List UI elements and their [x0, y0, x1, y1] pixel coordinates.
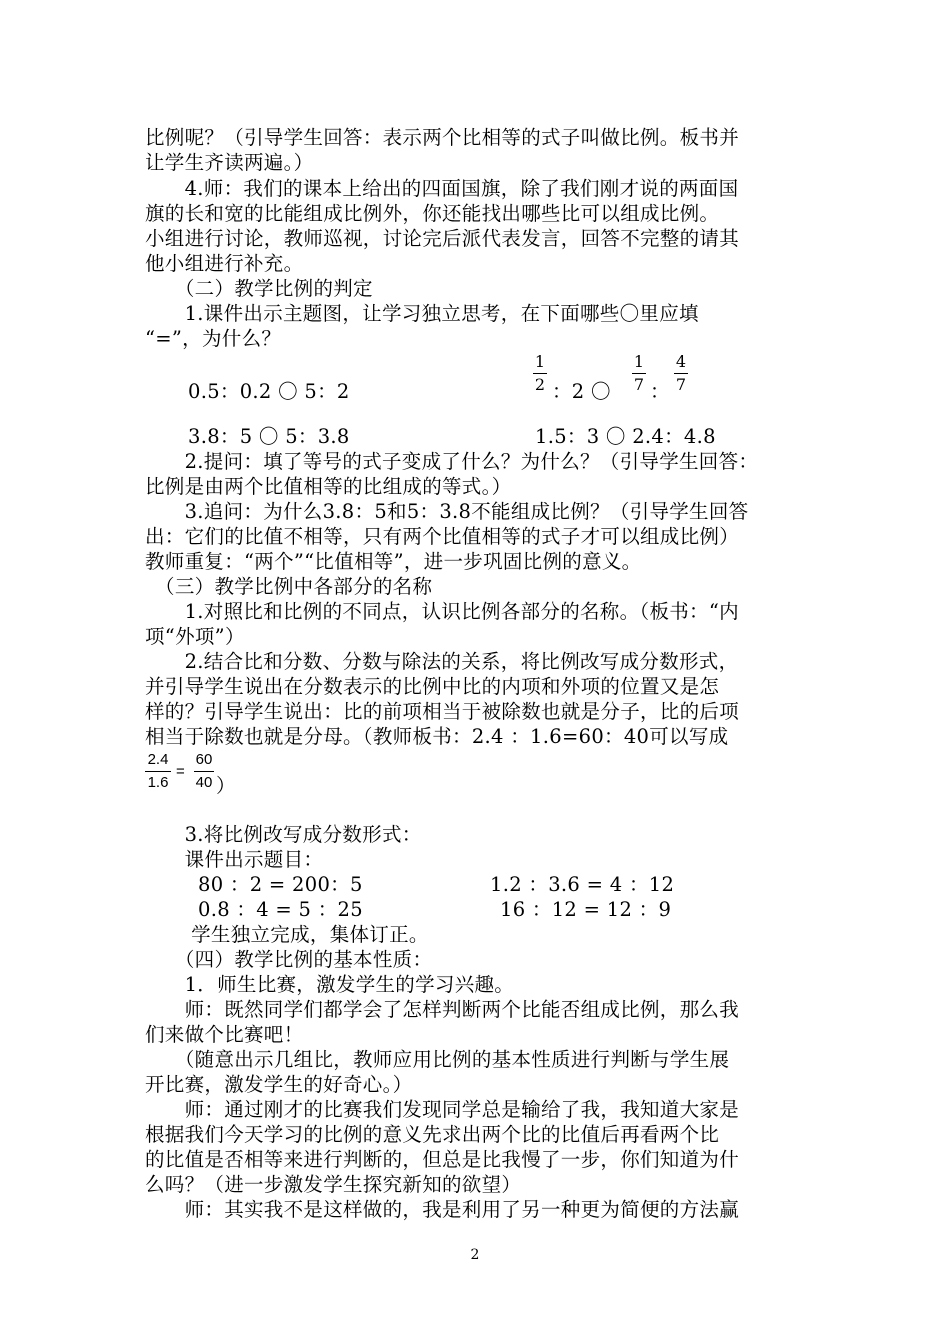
- text-line: 让学生齐读两遍。）: [145, 151, 314, 174]
- text-line: 比例是由两个比值相等的比组成的等式。）: [145, 475, 512, 498]
- text-line: 相当于除数也就是分母。（教师板书：2.4 ：1.6=60：40可以写成: [145, 725, 729, 748]
- equation-colon: ：: [650, 380, 670, 403]
- fraction-bar: [145, 771, 171, 772]
- numerator: 1: [534, 352, 546, 371]
- text-line: 2.结合比和分数、分数与除法的关系，将比例改写成分数形式，: [145, 650, 739, 673]
- numerator: 4: [675, 352, 687, 371]
- equation-middle: ：2 〇: [552, 380, 611, 403]
- fraction-bar: [674, 373, 688, 374]
- text-line: 师：通过刚才的比赛我们发现同学总是输给了我，我知道大家是: [145, 1098, 740, 1121]
- exercise-right: 1.2 ：3.6 = 4 ：12: [490, 873, 675, 896]
- text-line: 课件出示题目：: [145, 848, 324, 871]
- fraction-bar: [194, 771, 214, 772]
- page-number: 2: [470, 1247, 480, 1263]
- numerator: 1: [633, 352, 645, 371]
- section-heading: （四）教学比例的基本性质：: [145, 948, 433, 971]
- text-line: “=”，为什么？: [145, 327, 282, 350]
- numerator: 2.4: [147, 751, 169, 768]
- equation-left: 0.5：0.2 〇 5：2: [188, 380, 350, 403]
- text-line: 小组进行讨论，教师巡视，讨论完后派代表发言，回答不完整的请其: [145, 227, 740, 250]
- equation-left: 3.8：5 〇 5：3.8: [188, 425, 350, 448]
- section-heading: （二）教学比例的判定: [145, 277, 373, 300]
- text-line: 师：既然同学们都学会了怎样判断两个比能否组成比例，那么我: [145, 998, 740, 1021]
- equals-sign: =: [176, 763, 186, 780]
- text-line: 师：其实我不是这样做的，我是利用了另一种更为简便的方法赢: [145, 1198, 740, 1221]
- exercise-left: 0.8 ：4 = 5 ：25: [198, 898, 363, 921]
- exercise-left: 80 ：2 = 200：5: [198, 873, 363, 896]
- denominator: 2: [534, 375, 546, 394]
- denominator: 7: [675, 375, 687, 394]
- text-line: 3.将比例改写成分数形式：: [145, 823, 422, 846]
- text-line: 1.对照比和比例的不同点，认识比例各部分的名称。（板书：“内: [145, 600, 739, 623]
- text-line: 他小组进行补充。: [145, 252, 304, 275]
- text-line: 4.师：我们的课本上给出的四面国旗，除了我们刚才说的两面国: [145, 177, 739, 200]
- text-line: 根据我们今天学习的比例的意义先求出两个比的比值后再看两个比: [145, 1123, 720, 1146]
- text-line: （随意出示几组比，教师应用比例的基本性质进行判断与学生展: [145, 1048, 730, 1071]
- text-line: 样的？引导学生说出：比的前项相当于被除数也就是分子，比的后项: [145, 700, 740, 723]
- fraction: [194, 750, 214, 793]
- closing-paren: ）: [216, 774, 236, 797]
- fraction-bar: [533, 373, 547, 374]
- text-line: 们来做个比赛吧！: [145, 1023, 304, 1046]
- text-line: 出：它们的比值不相等，只有两个比值相等的式子才可以组成比例）: [145, 525, 740, 548]
- section-heading: （三）教学比例中各部分的名称: [145, 575, 433, 598]
- exercise-right: 16 ：12 = 12 ：9: [500, 898, 672, 921]
- text-line: 1．师生比赛，激发学生的学习兴趣。: [145, 973, 515, 996]
- numerator: 60: [195, 751, 213, 768]
- text-line: 2.提问：填了等号的式子变成了什么？为什么？（引导学生回答：: [145, 450, 759, 473]
- text-line: 教师重复：“两个”“比值相等”，进一步巩固比例的意义。: [145, 550, 642, 573]
- denominator: 1.6: [147, 774, 169, 791]
- text-line: 比例呢？（引导学生回答：表示两个比相等的式子叫做比例。板书并: [145, 126, 740, 149]
- text-line: 并引导学生说出在分数表示的比例中比的内项和外项的位置又是怎: [145, 675, 720, 698]
- denominator: 40: [195, 774, 213, 791]
- fraction: [674, 352, 688, 395]
- fraction: [533, 352, 547, 395]
- fraction: [632, 352, 646, 395]
- text-line: 1.课件出示主题图，让学习独立思考，在下面哪些〇里应填: [145, 302, 699, 325]
- denominator: 7: [633, 375, 645, 394]
- fraction-bar: [632, 373, 646, 374]
- text-line: 旗的长和宽的比能组成比例外，你还能找出哪些比可以组成比例。: [145, 202, 720, 225]
- text-line: 3.追问：为什么3.8：5和5：3.8不能组成比例？（引导学生回答: [145, 500, 749, 523]
- text-line: 的比值是否相等来进行判断的，但总是比我慢了一步，你们知道为什: [145, 1148, 740, 1171]
- text-line: 学生独立完成，集体订正。: [145, 923, 429, 946]
- equation-right: 1.5：3 〇 2.4：4.8: [535, 425, 716, 448]
- text-line: 么吗？（进一步激发学生探究新知的欲望）: [145, 1173, 522, 1196]
- text-line: 开比赛，激发学生的好奇心。）: [145, 1073, 413, 1096]
- text-line: 项“外项”）: [145, 625, 245, 648]
- fraction: [145, 750, 171, 793]
